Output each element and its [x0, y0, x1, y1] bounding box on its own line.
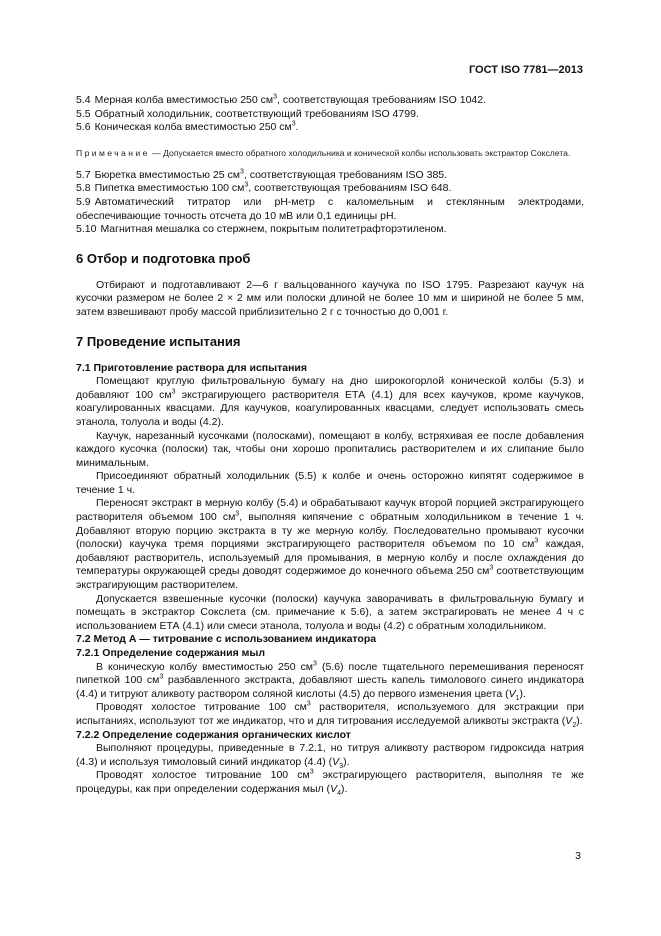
section-7-1-title: 7.1 Приготовление раствора для испытания [76, 361, 307, 374]
item-5-4: 5.4 Мерная колба вместимостью 250 $см^3$, соответствующая требованиям ISO 1042. [76, 93, 487, 106]
page-number: 3 [575, 850, 581, 862]
section-7-1-para-2: Каучук, нарезанный кусочками (полосками), помещают в колбу, встряхивая ее после добавления каждого кусочка (полоски) так, чтобы они хорошо пропитались растворителем и их слипание было минимальным. [76, 429, 584, 469]
standard-header: ГОСТ ISO 7781—2013 [468, 64, 583, 76]
note-paragraph [76, 147, 584, 159]
section-6-title: 6 Отбор и подготовка проб [76, 250, 251, 266]
item-5-9: 5.9 Автоматический титратор или рН-метр с каломельным и стеклянным электродами, обеспечивающие точность отсчета до 10 мВ или 0,1 единицы рН. [76, 195, 584, 222]
section-7-title: 7 Проведение испытания [76, 333, 241, 349]
section-6-text: Отбирают и подготавливают 2—6 г вальцованного каучука по ISO 1795. Разрезают каучук на кусочки размером не более 2 × 2 мм или полоски длиной не более 10 мм и шириной не более 5 мм, затем взвешивают пробу массой приблизительно 2 г с точностью до 0,001 г. [76, 278, 584, 318]
item-5-6: 5.6 Коническая колба вместимостью 250 $см^3$. [76, 120, 299, 134]
section-7-2-2-title: 7.2.2 Определение содержания органических кислот [76, 728, 351, 741]
section-7-2-title: 7.2 Метод А — титрование с использованием индикатора [76, 633, 377, 646]
section-7-2-2-para-2: Проводят холостое титрование 100 $см^3$ экстрагирующего растворителя, выполняя те же процедуры, как при определении содержания мыл $(V_4)$. [76, 768, 584, 798]
section-7-1-para-5: Допускается взвешенные кусочки (полоски) каучука заворачивать в фильтровальную бумагу и помещать в экстрактор Сокслета (см. примечание к 5.6), а затем экстрагировать не менее 4 ч с использованием ЕТА (4.1) или смеси этанола, толуола и воды (4.2) с обратным холодильником. [76, 592, 584, 632]
section-7-1-para-4: Переносят экстракт в мерную колбу (5.4) и обрабатывают каучук второй порцией экстрагирующего растворителя объемом 100 $см^3$, выполняя кипячение с обратным холодильником в течение 1 ч. Добавляют вторую порцию экстракта в ту же мерную колбу. Последовательно промывают кусочки (полоски) каучука тремя порциями экстрагирующего растворителя объемом по 10 $см^3$ каждая, добавляют растворитель, используемый для промывания, в мерную колбу и после охлаждения до температуры окружающей среды доводят содержимое до конечного объема 250 $см^3$ соответствующим экстрагирующим растворителем. [76, 497, 584, 592]
section-7-2-1-para-2: Проводят холостое титрование 100 $см^3$ растворителя, используемого для экстракции при испытаниях, используют тот же индикатор, что и для титрования исследуемой аликвоты экстракта $(V_2)$. [76, 700, 584, 730]
item-5-7: 5.7 Бюретка вместимостью 25 $см^3$, соответствующая требованиям ISO 385. [76, 168, 448, 181]
item-5-10: 5.10 Магнитная мешалка со стержнем, покрытым политетрафторэтиленом. [76, 223, 447, 236]
item-5-8: 5.8 Пипетка вместимостью 100 $см^3$, соответствующая требованиям ISO 648. [76, 181, 452, 195]
section-7-1-para-1: Помещают круглую фильтровальную бумагу на дно широкогорлой конической колбы (5.3) и добавляют 100 $см^3$ экстрагирующего растворителя ЕТА (4.1) для всех каучуков, кроме каучуков, коагулированных квасцами. Для каучуков, коагулированных квасцами, следует использовать смесь этанола, толуола и воды (4.2). [76, 375, 584, 428]
note-label: Примечание [76, 147, 150, 158]
page-content [76, 94, 584, 797]
section-7-1-para-3: Присоединяют обратный холодильник (5.5) к колбе и очень осторожно кипятят содержимое в течение 1 ч. [76, 470, 584, 496]
item-5-5: 5.5 Обратный холодильник, соответствующий требованиям ISO 4799. [76, 107, 419, 120]
section-7-2-1-para-1: В коническую колбу вместимостью 250 $см^3$ (5.6) после тщательного перемешивания переносят пипеткой 100 $см^3$ разбавленного экстракта, добавляют шесть капель тимолового синего индикатора (4.4) и титруют аликвоту раствором соляной кислоты (4.5) до первого изменения цвета $(V_1)$. [76, 660, 585, 702]
section-7-2-1-title: 7.2.1 Определение содержания мыл [76, 647, 266, 659]
note-text: — Допускается вместо обратного холодильника и конической колбы использовать экстрактор Сокслета. [149, 147, 571, 158]
section-7-2-2-para-1: Выполняют процедуры, приведенные в 7.2.1, но титруя аликвоту раствором гидроксида натрия (4.3) и используя тимоловый синий индикатор (4.4) $(V_3)$. [76, 742, 584, 770]
